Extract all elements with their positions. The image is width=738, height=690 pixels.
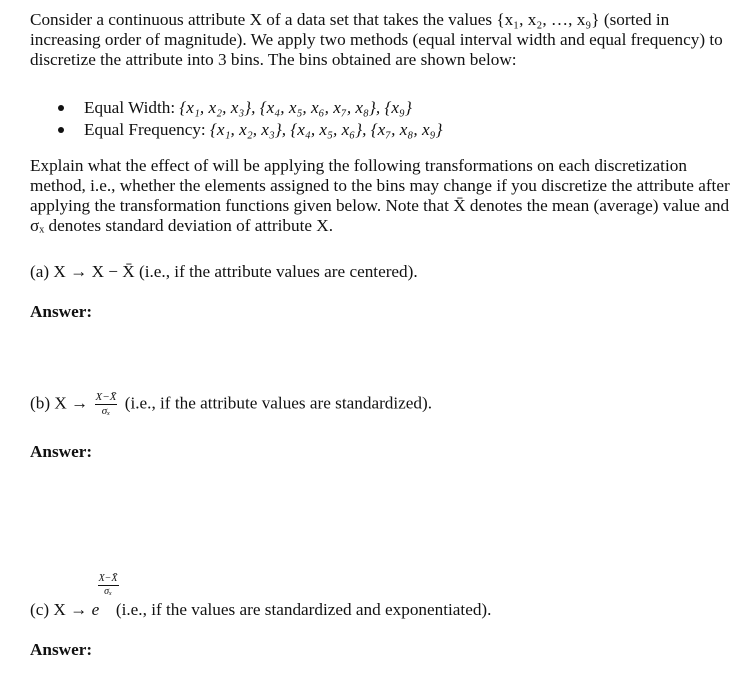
fraction-denominator: σₓ — [101, 405, 111, 417]
exponential-expression — [91, 573, 118, 620]
exponent — [96, 574, 122, 597]
answer-b-label: Answer: — [30, 442, 93, 461]
fraction-numerator: X−X̄ — [98, 573, 118, 584]
answer-a-label: Answer: — [30, 302, 93, 321]
explain-paragraph: Explain what the effect of will be applying the following transformations on each discretization method, i.e., whether the elements assigned to the bins may change if you discretize the attribute after applying the transformation functions given below. Note that X̄ denotes the mean (average) value and σₓ denotes standard deviation of attribute X. — [30, 156, 730, 235]
question-a — [30, 262, 418, 282]
list-item — [58, 97, 442, 119]
question-c-desc: (i.e., if the values are standardized and exponentiated). — [115, 600, 492, 619]
question-a-desc: (i.e., if the attribute values are centered). — [138, 262, 418, 281]
bin-method-label: Equal Width: — [84, 98, 176, 117]
fraction-numerator: X−X̄ — [95, 391, 117, 403]
answer-c-label: Answer: — [30, 640, 93, 659]
bin-sets: {x₁, x₂, x₃}, {x₄, x₅, x₆, x₇, x₈}, {x₉} — [179, 98, 412, 117]
question-c — [30, 573, 492, 620]
bins-list — [58, 97, 442, 141]
question-b-desc: (i.e., if the attribute values are standardized). — [124, 393, 433, 413]
bin-method-label: Equal Frequency: — [84, 120, 206, 139]
standardize-fraction — [95, 392, 118, 417]
question-b-label: (b) X → — [30, 393, 89, 413]
bin-sets: {x₁, x₂, x₃}, {x₄, x₅, x₆}, {x₇, x₈, x₉} — [210, 120, 443, 139]
question-b — [30, 392, 432, 417]
exponential-base: e — [91, 600, 100, 619]
question-c-label: (c) X → — [30, 600, 88, 619]
question-a-label: (a) X → X − X̄ — [30, 262, 135, 281]
intro-paragraph: Consider a continuous attribute X of a data set that takes the values {x₁, x₂, …, x₉} (sorted in increasing order of magnitude). We apply two methods (equal interval width and equal frequency) to discretize the attribute into 3 bins. The bins obtained are shown below: — [30, 10, 723, 69]
exponent-fraction — [98, 574, 119, 597]
list-item — [58, 119, 442, 141]
fraction-denominator: σₓ — [104, 586, 112, 597]
